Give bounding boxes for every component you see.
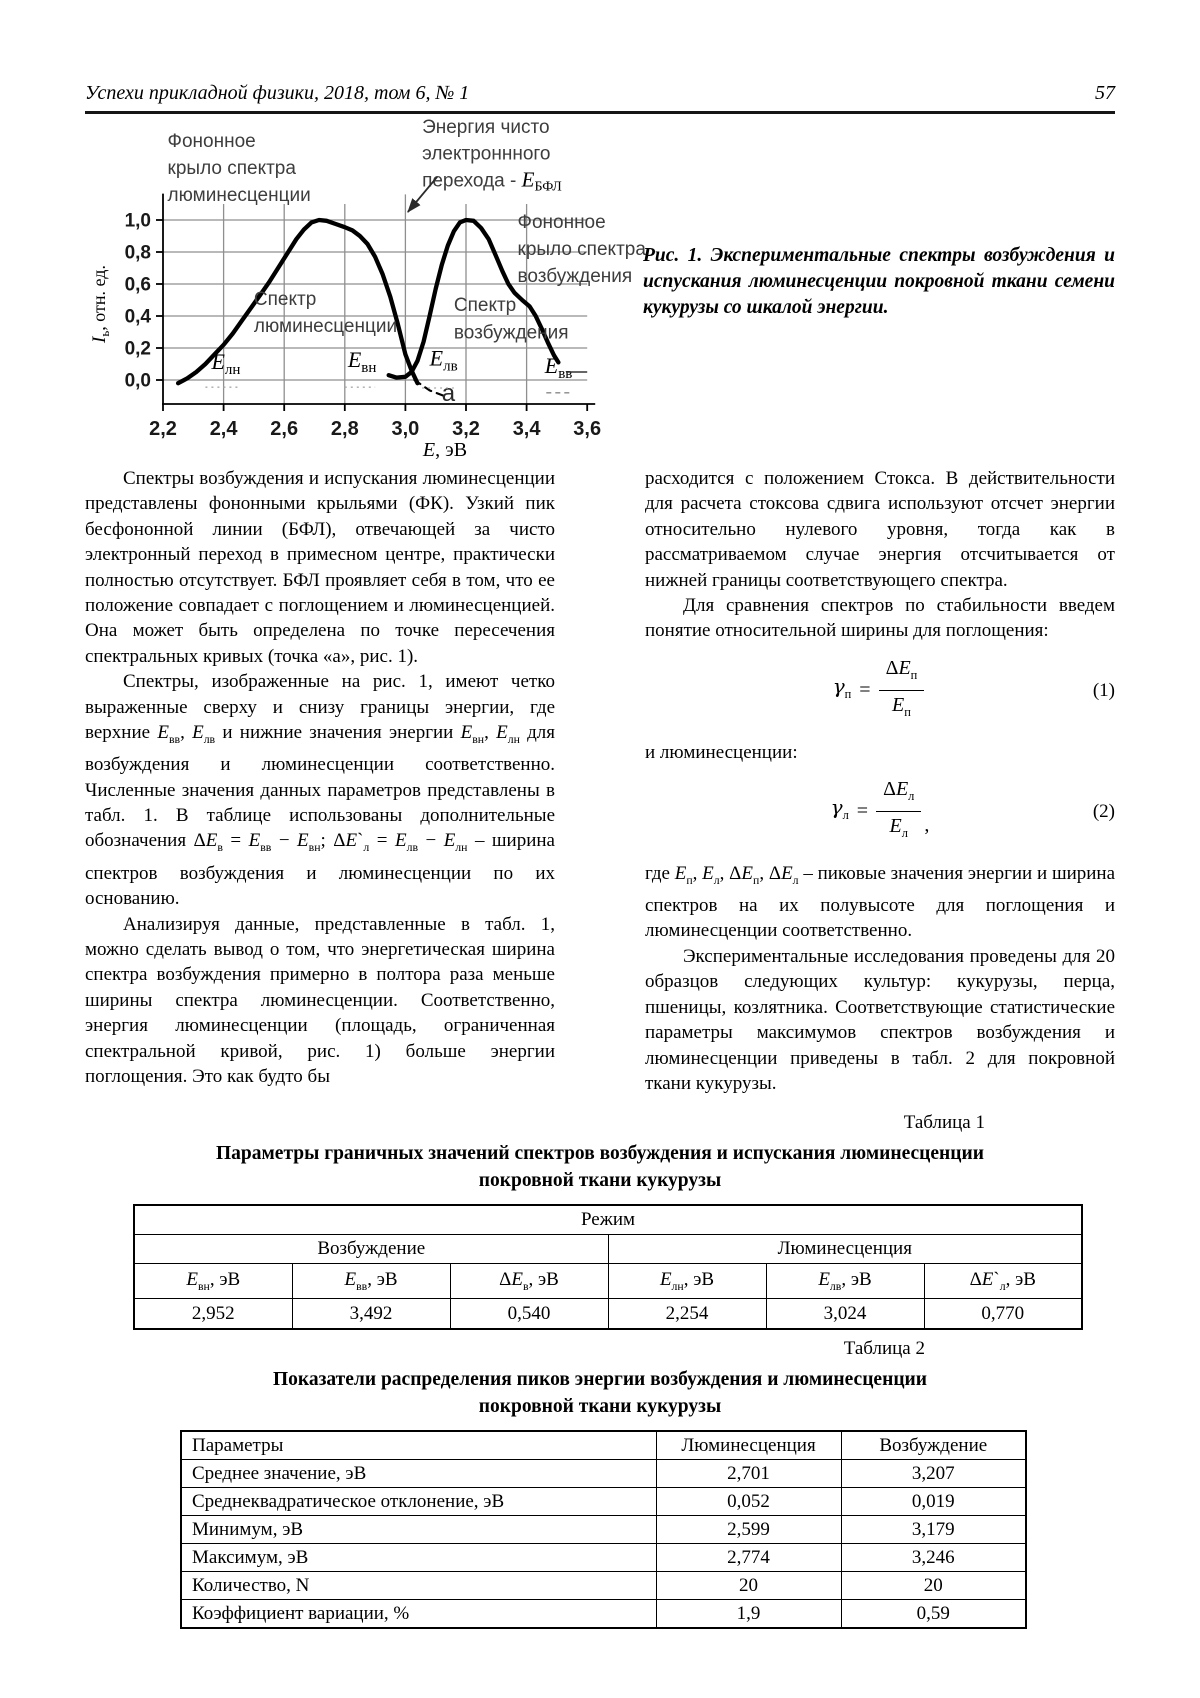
equation-1-body: [833, 656, 928, 726]
chart-annotation: люминесценции: [253, 316, 398, 337]
paragraph: Анализируя данные, представленные в табл. 1, можно сделать вывод о том, что энергетическая ширина спектра возбуждения примерно в полтора раза меньше ширины спектра люминесценции. Соответственно, энергия люминесценции (площадь, ограниченная спектральной кривой, рис. 1) больше энергии поглощения. Это как будто бы: [85, 913, 555, 1087]
y-tick-label: 0,2: [124, 338, 151, 360]
table-cell-header: $\Delta E`_л$, эВ: [924, 1264, 1082, 1299]
table-cell: 3,179: [841, 1516, 1026, 1544]
x-tick-label: 3,6: [573, 418, 602, 440]
table-cell: 3,024: [766, 1299, 924, 1330]
equation-number: (2): [1092, 801, 1116, 823]
chart-annotation: Фононное: [517, 212, 606, 233]
table-2-title-line2: покровной ткани кукурузы: [478, 1396, 722, 1417]
body-text: [85, 466, 1115, 1096]
equation-number-wrap: [929, 799, 1115, 824]
table-cell-header: Параметры: [181, 1431, 656, 1460]
table-2: [180, 1430, 1027, 1629]
x-tick-label: 3,4: [512, 418, 541, 440]
equation-trail: ,: [924, 814, 930, 837]
table-cell-header: $\Delta E_в$, эВ: [450, 1264, 608, 1299]
energy-label: $E_{вв}$: [544, 352, 573, 382]
table-cell-header: Возбуждение: [841, 1431, 1026, 1460]
table-cell: 20: [841, 1572, 1026, 1600]
paragraph: Спектры возбуждения и испускания люминесценции представлены фононными крыльями (ФК). Узкий пик бесфононной линии (БФЛ), отвечающей за чисто электронный переход в примесном центре, практически полностью отсутствует. БФЛ проявляет себя в том, что ее положение совпадает с поглощением и люминесценцией. Она может быть определена по точке пересечения спектральных кривых (точка «а», рис. 1).: [85, 468, 555, 667]
fraction-denominator: $E_л$: [889, 815, 908, 841]
y-tick-label: 0,4: [124, 306, 151, 328]
equals-sign: =: [856, 800, 869, 823]
table-cell-header: $E_{вн}$, эВ: [134, 1264, 292, 1299]
table-row: [134, 1235, 1082, 1264]
table-1-label: Таблица 1: [903, 1112, 985, 1133]
y-tick-label: 0,6: [124, 274, 151, 296]
equation-number-wrap: [927, 678, 1115, 703]
table-cell-group: Люминесценция: [608, 1235, 1082, 1264]
table-cell: 0,59: [841, 1600, 1026, 1629]
chart-annotation: Спектр: [253, 288, 317, 310]
table-row: [134, 1264, 1082, 1299]
equals-sign: =: [859, 679, 871, 702]
x-tick-label: 2,4: [209, 418, 238, 440]
table-row: [181, 1431, 1026, 1460]
table-cell-header: $E_{лв}$, эВ: [766, 1264, 924, 1299]
x-tick-label: 2,2: [149, 418, 177, 440]
paragraph: расходится с положением Стокса. В действительности для расчета стоксова сдвига используют отсчет энергии относительно нулевого уровня, тогда как в рассматриваемом случае энергия отсчитывается от нижней границы соответствующего спектра.: [645, 468, 1115, 591]
fraction-numerator: $\Delta E_л$: [876, 777, 921, 812]
table-cell: Максимум, эВ: [181, 1544, 656, 1572]
table-cell: Среднее значение, эВ: [181, 1460, 656, 1488]
chart-annotation: электроннного: [422, 143, 551, 165]
paragraph: Спектры, изображенные на рис. 1, имеют четко выраженные сверху и снизу границы энергии, где верхние $E_{вв}$, $E_{лв}$ и нижние значения энергии $E_{вн}$, $E_{лн}$ для возбуждения и люминесценции соответственно. Численные значения данных параметров представлены в табл. 1. В таблице использованы дополнительные обозначения $\Delta E_в = E_{вв} - E_{вн}$; $\Delta E`_л = E_{лв} - E_{лн}$ – ширина спектров возбуждения и люминесценции по их основанию.: [85, 671, 556, 910]
table-2-title: [85, 1366, 1115, 1420]
chart-annotation: Спектр: [453, 295, 517, 317]
page-number: 57: [1095, 82, 1115, 104]
equation-2: [645, 777, 1115, 847]
table-2-label: Таблица 2: [843, 1338, 925, 1359]
body-left-column: [85, 466, 555, 1096]
energy-label: $E_{лв}$: [429, 345, 458, 375]
table-cell: 3,246: [841, 1544, 1026, 1572]
table-cell: 1,9: [656, 1600, 841, 1629]
table-row: [181, 1600, 1026, 1629]
y-axis-label: $I_ь$, отн. ед.: [89, 265, 112, 343]
x-tick-label: 3,2: [452, 418, 480, 440]
table-row: [181, 1544, 1026, 1572]
table-cell: 2,952: [134, 1299, 292, 1330]
energy-label: $E_{лн}$: [211, 348, 241, 378]
x-tick-label: 3,0: [391, 418, 420, 440]
journal-title: Успехи прикладной физики, 2018, том 6, № 1: [85, 82, 470, 104]
table-1: [133, 1204, 1083, 1330]
figure-1: [85, 116, 646, 462]
body-right-column: [645, 466, 1115, 1096]
y-tick-label: 1,0: [124, 210, 151, 232]
equation-1: [645, 656, 1115, 726]
table-cell-header: $E_{вв}$, эВ: [292, 1264, 450, 1299]
table-row: [181, 1460, 1026, 1488]
page-header: [85, 82, 1115, 105]
table-cell: 20: [656, 1572, 841, 1600]
table-row: [134, 1299, 1082, 1330]
table-cell: Минимум, эВ: [181, 1516, 656, 1544]
y-tick-label: 0,8: [124, 242, 151, 264]
fraction: [876, 777, 921, 847]
table-row: [181, 1516, 1026, 1544]
table-row: [181, 1572, 1026, 1600]
table-cell: 0,019: [841, 1488, 1026, 1516]
table-cell-group: Возбуждение: [134, 1235, 608, 1264]
table-row: [181, 1488, 1026, 1516]
table-cell: 0,052: [656, 1488, 841, 1516]
header-rule: [85, 111, 1115, 114]
paragraph: и люминесценции:: [645, 741, 798, 763]
table-1-title-line1: Параметры граничных значений спектров возбуждения и испускания люминесценции: [216, 1143, 984, 1164]
table-1-title-line2: покровной ткани кукурузы: [478, 1170, 722, 1191]
chart-annotation: крыло спектра: [517, 238, 646, 260]
fraction: [879, 656, 925, 726]
table-cell: 3,207: [841, 1460, 1026, 1488]
equation-number: (1): [1092, 680, 1116, 702]
x-tick-label: 2,8: [330, 418, 359, 440]
equation-2-body: [831, 777, 930, 847]
table-cell: Количество, N: [181, 1572, 656, 1600]
chart-annotation: перехода - $E_{БФЛ}$: [422, 167, 562, 195]
x-tick-label: 2,6: [270, 418, 299, 440]
fraction-denominator: $E_п$: [892, 694, 911, 720]
table-cell: 0,770: [924, 1299, 1082, 1330]
table-cell: 2,701: [656, 1460, 841, 1488]
spectra-chart: [85, 116, 646, 462]
paragraph: Для сравнения спектров по стабильности введем понятие относительной ширины для поглощения:: [645, 595, 1115, 642]
intersection-point-label: a: [441, 379, 456, 407]
paragraph: где $E_п$, $E_л$, $\Delta E_п$, $\Delta E_л$ – пиковые значения энергии и ширина спектров на их полувысоте для поглощения и люминесценции соответственно.: [645, 862, 1116, 942]
table-cell: 2,254: [608, 1299, 766, 1330]
table-cell-regime: Режим: [134, 1205, 1082, 1235]
chart-annotation: крыло спектра: [167, 158, 296, 180]
chart-annotation: возбуждения: [453, 322, 569, 344]
table-cell: 2,774: [656, 1544, 841, 1572]
chart-annotation: люминесценции: [167, 184, 311, 206]
table-cell: Среднеквадратическое отклонение, эВ: [181, 1488, 656, 1516]
table-1-title: [85, 1140, 1115, 1194]
fraction-numerator: $\Delta E_п$: [879, 656, 925, 691]
table-cell: Коэффициент вариации, %: [181, 1600, 656, 1629]
gamma-symbol: $\gamma_л$: [830, 795, 849, 823]
figure-caption: Рис. 1. Экспериментальные спектры возбуждения и испускания люминесценции покровной ткани семени кукурузы со шкалой энергии.: [643, 245, 1115, 318]
table-cell: 3,492: [292, 1299, 450, 1330]
table-cell-header: Люминесценция: [656, 1431, 841, 1460]
table-cell: 2,599: [656, 1516, 841, 1544]
paragraph: Экспериментальные исследования проведены для 20 образцов следующих культур: кукурузы, перца, пшеницы, козлятника. Соответствующие статистические параметры максимумов спектров возбуждения и люминесценции приведены в табл. 2 для покровной ткани кукурузы.: [645, 945, 1115, 1094]
y-tick-label: 0,0: [124, 370, 151, 392]
gamma-symbol: $\gamma_п$: [832, 674, 852, 702]
energy-label: $E_{вн}$: [347, 347, 377, 377]
table-cell-header: $E_{лн}$, эВ: [608, 1264, 766, 1299]
chart-annotation: возбуждения: [517, 265, 633, 287]
table-row: [134, 1205, 1082, 1235]
chart-annotation: Энергия чисто: [422, 116, 550, 138]
chart-annotation: Фононное: [167, 131, 256, 153]
table-2-title-line1: Показатели распределения пиков энергии возбуждения и люминесценции: [272, 1369, 928, 1390]
x-axis-label: E, эВ: [422, 439, 468, 461]
table-cell: 0,540: [450, 1299, 608, 1330]
